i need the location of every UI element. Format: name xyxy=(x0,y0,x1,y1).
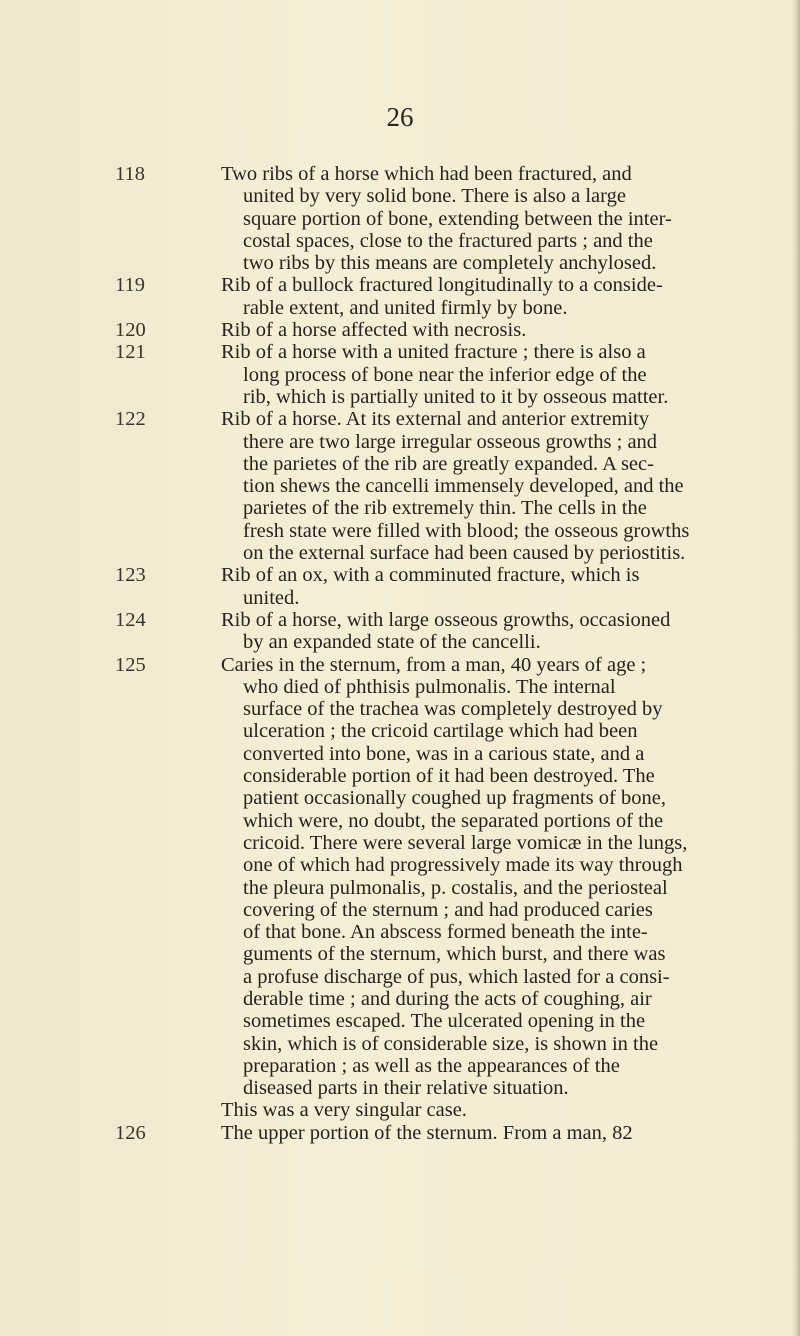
text-line: guments of the sternum, which burst, and there was xyxy=(243,943,666,966)
text-line: Caries in the sternum, from a man, 40 years of age ; xyxy=(221,653,647,676)
text-line: surface of the trachea was completely destroyed by xyxy=(243,698,663,721)
entry-number: 120 xyxy=(115,319,146,342)
catalogue-entry xyxy=(115,163,745,274)
catalogue-entry xyxy=(115,564,745,609)
page-edge-shadow xyxy=(792,0,800,1336)
text-line: the pleura pulmonalis, p. costalis, and the periosteal xyxy=(243,876,668,899)
entry-text xyxy=(115,654,745,1122)
entry-number: 123 xyxy=(115,564,146,587)
text-line: united. xyxy=(243,586,300,609)
catalogue-entry xyxy=(115,654,745,1122)
text-line: by an expanded state of the cancelli. xyxy=(243,631,541,654)
page-number: 26 xyxy=(386,102,414,132)
catalogue-entries xyxy=(115,163,745,1144)
text-line: cricoid. There were several large vomicæ in the lungs, xyxy=(243,831,688,854)
text-line: long process of bone near the inferior edge of the xyxy=(243,363,647,386)
text-line: derable time ; and during the acts of coughing, air xyxy=(243,987,652,1010)
text-line: rable extent, and united firmly by bone. xyxy=(243,296,568,319)
text-line: ulceration ; the cricoid cartilage which had been xyxy=(243,720,638,743)
text-line: parietes of the rib extremely thin. The cells in the xyxy=(243,497,647,520)
text-line: considerable portion of it had been destroyed. The xyxy=(243,765,655,788)
text-line: Rib of a horse, with large osseous growths, occasioned xyxy=(221,608,671,631)
text-line: square portion of bone, extending between the inter- xyxy=(243,207,672,230)
entry-number: 122 xyxy=(115,408,146,431)
entry-number: 125 xyxy=(115,653,146,676)
text-line: a profuse discharge of pus, which lasted for a consi- xyxy=(243,965,670,988)
text-line: united by very solid bone. There is also a large xyxy=(243,185,626,208)
text-line: rib, which is partially united to it by osseous matter. xyxy=(243,385,669,408)
text-line: which were, no doubt, the separated portions of the xyxy=(243,809,664,832)
catalogue-entry xyxy=(115,341,745,408)
text-line: This was a very singular case. xyxy=(221,1099,467,1122)
catalogue-entry xyxy=(115,319,745,341)
text-line: skin, which is of considerable size, is shown in the xyxy=(243,1032,659,1055)
entry-text xyxy=(115,408,745,564)
entry-number: 118 xyxy=(115,163,145,185)
text-line: diseased parts in their relative situation. xyxy=(243,1077,569,1100)
text-line: Two ribs of a horse which had been fractured, and xyxy=(221,163,632,185)
text-line: Rib of a bullock fractured longitudinally to a conside- xyxy=(221,274,663,297)
text-line: who died of phthisis pulmonalis. The internal xyxy=(243,675,616,698)
text-line: fresh state were filled with blood; the osseous growths xyxy=(243,519,690,542)
catalogue-entry xyxy=(115,408,745,564)
text-line: the parietes of the rib are greatly expanded. A sec- xyxy=(243,452,654,475)
text-line: two ribs by this means are completely anchylosed. xyxy=(243,252,657,275)
entry-number: 126 xyxy=(115,1121,146,1144)
catalogue-entry xyxy=(115,274,745,319)
text-line: Rib of an ox, with a comminuted fracture, which is xyxy=(221,564,640,587)
entry-number: 124 xyxy=(115,608,146,631)
text-line: one of which had progressively made its way through xyxy=(243,854,683,877)
text-line: on the external surface had been caused by periostitis. xyxy=(243,542,686,565)
text-line: covering of the sternum ; and had produced caries xyxy=(243,898,653,921)
text-line: preparation ; as well as the appearances of the xyxy=(243,1054,620,1077)
text-line: tion shews the cancelli immensely developed, and the xyxy=(243,475,684,498)
text-line: there are two large irregular osseous growths ; and xyxy=(243,430,658,453)
text-line: Rib of a horse affected with necrosis. xyxy=(221,319,527,342)
text-line: Rib of a horse. At its external and anterior extremity xyxy=(221,408,650,431)
text-line: of that bone. An abscess formed beneath the inte- xyxy=(243,921,648,944)
text-line: patient occasionally coughed up fragments of bone, xyxy=(243,787,666,810)
catalogue-entry xyxy=(115,1122,745,1144)
catalogue-entry xyxy=(115,609,745,654)
entry-number: 119 xyxy=(115,274,145,297)
text-line: The upper portion of the sternum. From a man, 82 xyxy=(221,1121,633,1144)
text-line: converted into bone, was in a carious state, and a xyxy=(243,742,645,765)
entry-number: 121 xyxy=(115,341,146,364)
text-line: sometimes escaped. The ulcerated opening in the xyxy=(243,1010,646,1033)
text-line: costal spaces, close to the fractured parts ; and the xyxy=(243,229,653,252)
text-line: Rib of a horse with a united fracture ; there is also a xyxy=(221,341,646,364)
